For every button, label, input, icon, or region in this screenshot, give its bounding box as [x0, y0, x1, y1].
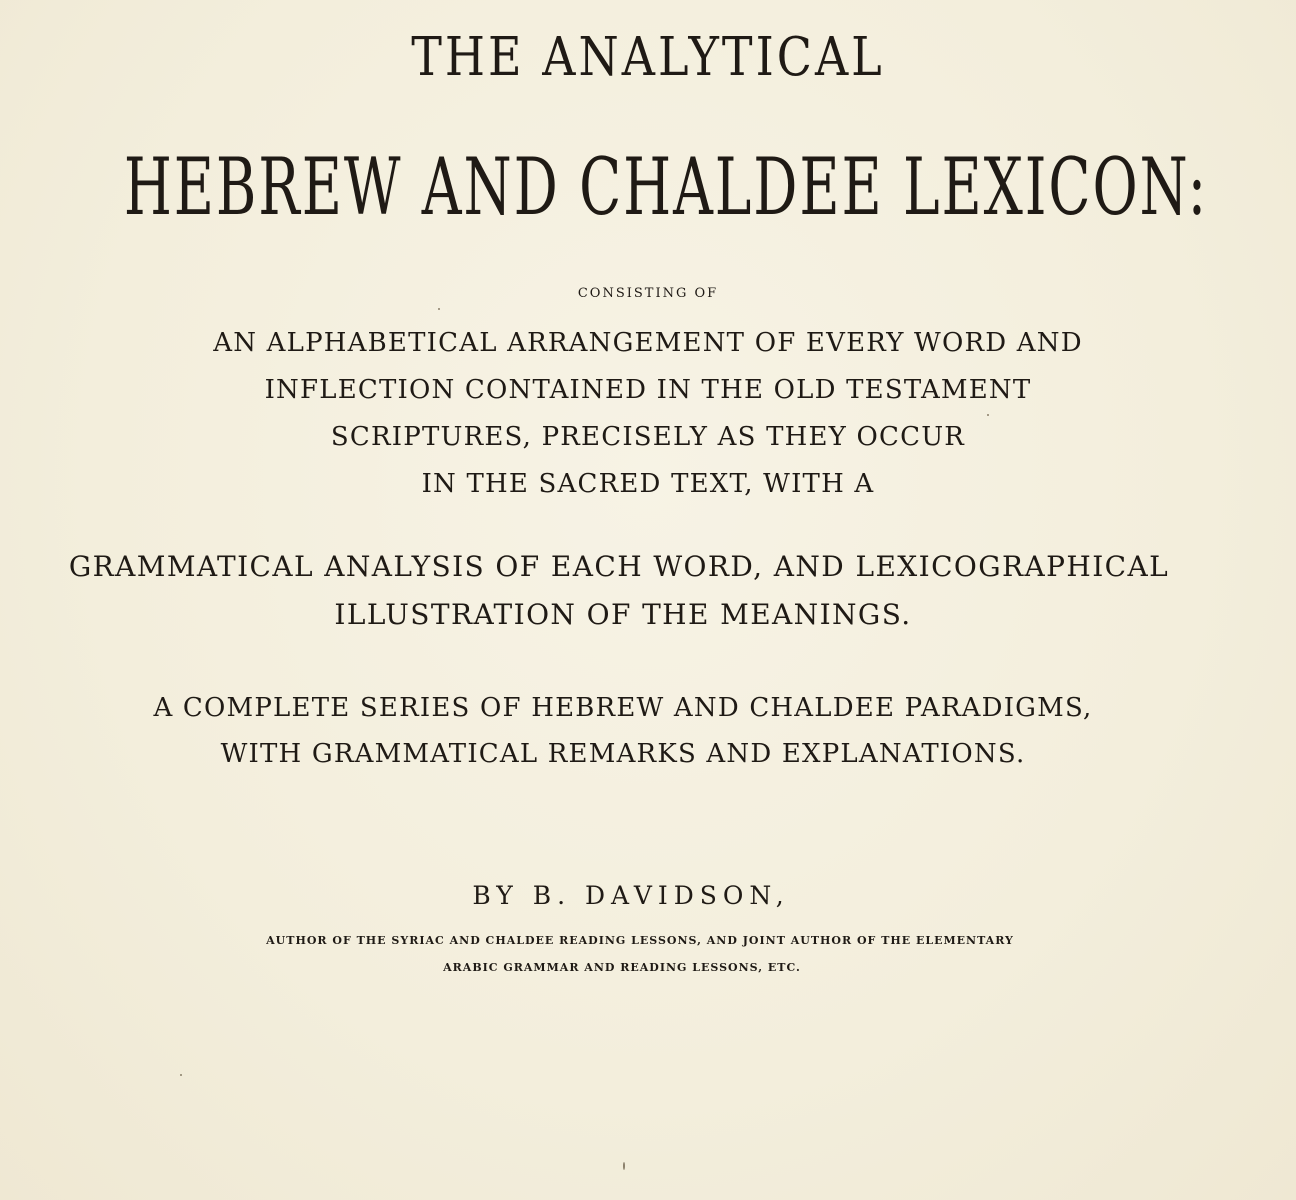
description-line-4: IN THE SACRED TEXT, WITH A [421, 469, 875, 499]
description-line-8: WITH GRAMMATICAL REMARKS AND EXPLANATIONS. [220, 739, 1026, 769]
author-note-line-2: ARABIC GRAMMAR AND READING LESSONS, ETC. [443, 961, 801, 974]
consisting-of-label: CONSISTING OF [577, 286, 719, 301]
description-line-7: A COMPLETE SERIES OF HEBREW AND CHALDEE PARADIGMS, [153, 693, 1093, 723]
description-line-3: SCRIPTURES, PRECISELY AS THEY OCCUR [330, 422, 966, 452]
description-line-2: INFLECTION CONTAINED IN THE OLD TESTAMENT [264, 375, 1032, 405]
title-line-1: THE ANALYTICAL [411, 25, 885, 88]
author-note-line-1: AUTHOR OF THE SYRIAC AND CHALDEE READING LESSONS, AND JOINT AUTHOR OF THE ELEMENTARY [266, 934, 1014, 947]
author-byline: BY B. DAVIDSON, [472, 881, 790, 910]
description-line-5: GRAMMATICAL ANALYSIS OF EACH WORD, AND LEXICOGRAPHICAL [68, 550, 1170, 583]
paper-speck [987, 414, 989, 416]
paper-speck [623, 1162, 625, 1170]
title-line-2: HEBREW AND CHALDEE LEXICON: [123, 141, 1209, 234]
paper-speck [438, 308, 440, 310]
description-line-6: ILLUSTRATION OF THE MEANINGS. [334, 598, 912, 631]
description-line-1: AN ALPHABETICAL ARRANGEMENT OF EVERY WORD AND [213, 328, 1083, 358]
paper-speck [180, 1074, 182, 1076]
